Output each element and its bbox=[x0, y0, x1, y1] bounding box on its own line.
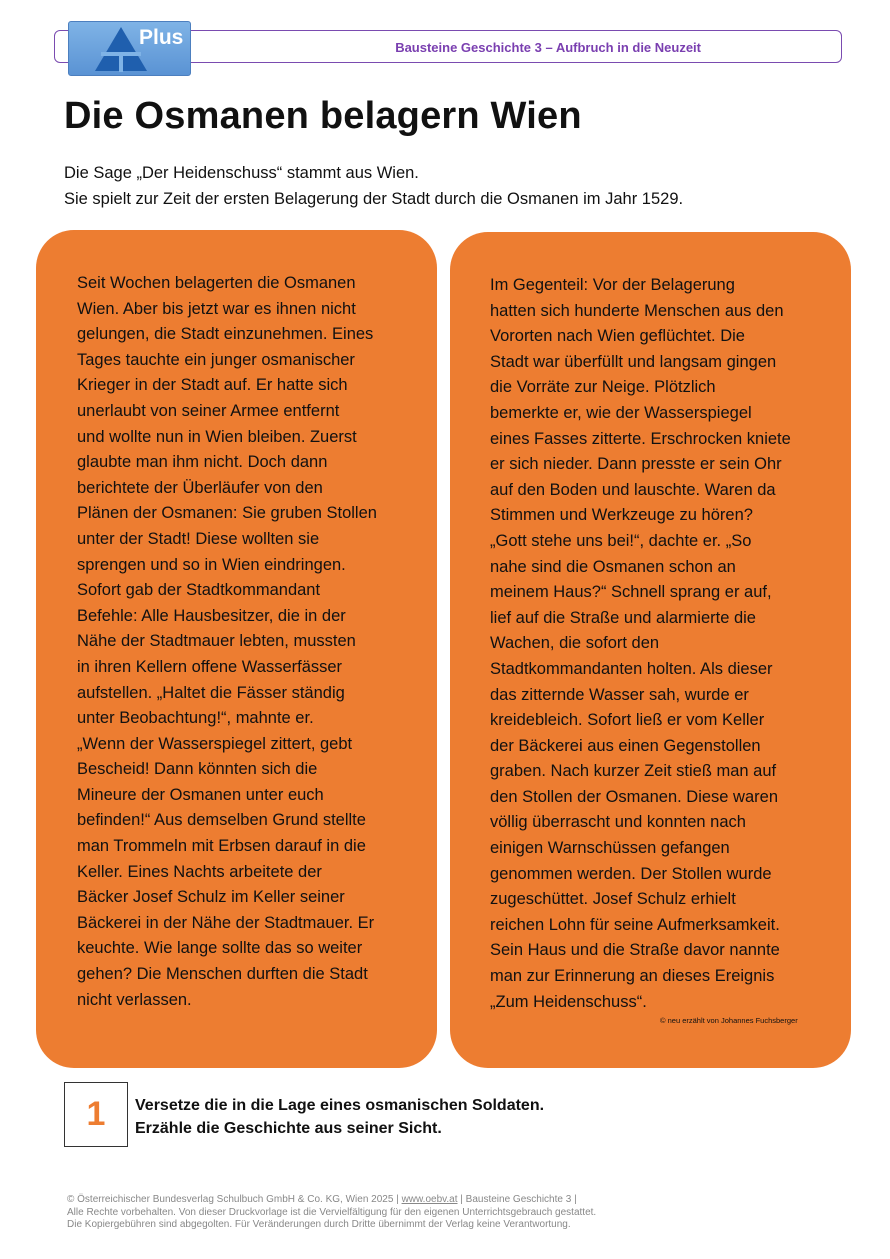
publisher-logo bbox=[68, 21, 191, 76]
story-line: in ihren Kellern offene Wasserfässer bbox=[77, 657, 343, 676]
story-line: auf den Boden und lauschte. Waren da bbox=[490, 480, 776, 499]
story-line: kreidebleich. Sofort ließ er vom Keller bbox=[490, 711, 765, 730]
story-line: glaubte man ihm nicht. Doch dann bbox=[77, 453, 328, 472]
story-line: unerlaubt von seiner Armee entfernt bbox=[77, 401, 340, 420]
story-line: Bäckerei in der Nähe der Stadtmauer. Er bbox=[77, 913, 375, 932]
intro-line: Die Sage „Der Heidenschuss“ stammt aus Wien. bbox=[64, 164, 419, 182]
story-line: das zitternde Wasser sah, wurde er bbox=[490, 685, 749, 704]
story-line: der Bäckerei aus einen Gegenstollen bbox=[490, 736, 761, 755]
story-line: die Vorräte zur Neige. Plötzlich bbox=[490, 378, 716, 397]
story-line: Nähe der Stadtmauer lebten, mussten bbox=[77, 632, 356, 651]
story-line: befinden!“ Aus demselben Grund stellte bbox=[77, 811, 366, 830]
intro-line: Sie spielt zur Zeit der ersten Belagerung der Stadt durch die Osmanen im Jahr 1529. bbox=[64, 190, 684, 208]
story-line: reichen Lohn für seine Aufmerksamkeit. bbox=[490, 915, 780, 934]
story-line: den Stollen der Osmanen. Diese waren bbox=[490, 787, 778, 806]
story-line: hatten sich hunderte Menschen aus den bbox=[490, 301, 784, 320]
story-line: Mineure der Osmanen unter euch bbox=[77, 785, 324, 804]
story-line: Stadtkommandanten holten. Als dieser bbox=[490, 659, 773, 678]
story-line: nicht verlassen. bbox=[77, 990, 192, 1009]
story-line: Stimmen und Werkzeuge zu hören? bbox=[490, 506, 753, 525]
story-line: zugeschüttet. Josef Schulz erhielt bbox=[490, 890, 736, 909]
story-line: unter der Stadt! Diese wollten sie bbox=[77, 529, 320, 548]
logo-text: Plus bbox=[139, 26, 184, 49]
footer bbox=[67, 1194, 596, 1232]
story-line: Sein Haus und die Straße davor nannte bbox=[490, 941, 780, 960]
story-line: er sich nieder. Dann presste er sein Ohr bbox=[490, 455, 782, 474]
task-line: Versetze die in die Lage eines osmanischen Soldaten. bbox=[135, 1097, 545, 1114]
task-instructions bbox=[135, 1094, 544, 1140]
task-line: Erzähle die Geschichte aus seiner Sicht. bbox=[135, 1120, 442, 1137]
story-line: Wachen, die sofort den bbox=[490, 634, 660, 653]
story-line: nahe sind die Osmanen schon an bbox=[490, 557, 736, 576]
story-line: „Zum Heidenschuss“. bbox=[490, 992, 647, 1011]
intro-text bbox=[64, 160, 683, 212]
story-line: lief auf die Straße und alarmierte die bbox=[490, 608, 756, 627]
page-title: Die Osmanen belagern Wien bbox=[64, 95, 582, 137]
footer-line-2: Alle Rechte vorbehalten. Von dieser Druckvorlage ist die Vervielfältigung für den eigenen Unterrichtsgebrauch gestattet. bbox=[67, 1206, 597, 1218]
story-line: unter Beobachtung!“, mahnte er. bbox=[77, 709, 314, 728]
story-line: Befehle: Alle Hausbesitzer, die in der bbox=[77, 606, 346, 625]
story-line: völlig überrascht und konnten nach bbox=[490, 813, 746, 832]
story-line: Seit Wochen belagerten die Osmanen bbox=[77, 274, 356, 292]
header-title: Bausteine Geschichte 3 – Aufbruch in die Neuzeit bbox=[395, 40, 701, 55]
story-text-right bbox=[490, 273, 791, 1015]
story-line: einigen Warnschüssen gefangen bbox=[490, 839, 730, 858]
story-line: keuchte. Wie lange sollte das so weiter bbox=[77, 939, 363, 958]
story-line: gelungen, die Stadt einzunehmen. Eines bbox=[77, 325, 374, 344]
story-line: und wollte nun in Wien bleiben. Zuerst bbox=[77, 427, 357, 446]
story-line: graben. Nach kurzer Zeit stieß man auf bbox=[490, 762, 777, 781]
story-line: man zur Erinnerung an dieses Ereignis bbox=[490, 967, 775, 986]
footer-line-1 bbox=[67, 1194, 596, 1207]
publisher-link[interactable]: www.oebv.at bbox=[401, 1194, 458, 1205]
story-line: Wien. Aber bis jetzt war es ihnen nicht bbox=[77, 299, 356, 318]
story-line: Bescheid! Dann könnten sich die bbox=[77, 760, 318, 779]
story-line: berichtete der Überläufer von den bbox=[77, 478, 323, 497]
footer-line-3: Die Kopiergebühren sind abgegolten. Für Veränderungen durch Dritte übernimmt der Verlag keine Verantwortung. bbox=[67, 1219, 571, 1230]
story-line: Keller. Eines Nachts arbeitete der bbox=[77, 862, 322, 881]
story-line: Krieger in der Stadt auf. Er hatte sich bbox=[77, 376, 348, 395]
story-line: meinem Haus?“ Schnell sprang er auf, bbox=[490, 583, 772, 602]
story-line: Tages tauchte ein junger osmanischer bbox=[77, 350, 355, 369]
story-line: man Trommeln mit Erbsen darauf in die bbox=[77, 837, 366, 856]
task-number: 1 bbox=[64, 1082, 128, 1147]
story-line: bemerkte er, wie der Wasserspiegel bbox=[490, 403, 752, 422]
author-credit: © neu erzählt von Johannes Fuchsberger bbox=[660, 1016, 798, 1025]
story-line: genommen werden. Der Stollen wurde bbox=[490, 864, 772, 883]
story-line: eines Fasses zitterte. Erschrocken kniete bbox=[490, 429, 791, 448]
story-line: Sofort gab der Stadtkommandant bbox=[77, 581, 321, 600]
story-text-left bbox=[77, 271, 377, 1013]
story-line: Stadt war überfüllt und langsam gingen bbox=[490, 352, 777, 371]
story-line: gehen? Die Menschen durften die Stadt bbox=[77, 965, 368, 984]
story-line: Im Gegenteil: Vor der Belagerung bbox=[490, 276, 735, 294]
story-line: Plänen der Osmanen: Sie gruben Stollen bbox=[77, 504, 377, 523]
story-line: „Wenn der Wasserspiegel zittert, gebt bbox=[77, 734, 353, 753]
story-line: aufstellen. „Haltet die Fässer ständig bbox=[77, 683, 345, 702]
footer-series: | Bausteine Geschichte 3 | bbox=[457, 1194, 577, 1205]
story-line: Vororten nach Wien geflüchtet. Die bbox=[490, 327, 745, 346]
story-line: Bäcker Josef Schulz im Keller seiner bbox=[77, 888, 345, 907]
story-line: sprengen und so in Wien eindringen. bbox=[77, 555, 346, 574]
story-line: „Gott stehe uns bei!“, dachte er. „So bbox=[490, 531, 752, 550]
footer-copyright: © Österreichischer Bundesverlag Schulbuch GmbH & Co. KG, Wien 2025 | bbox=[67, 1194, 402, 1205]
